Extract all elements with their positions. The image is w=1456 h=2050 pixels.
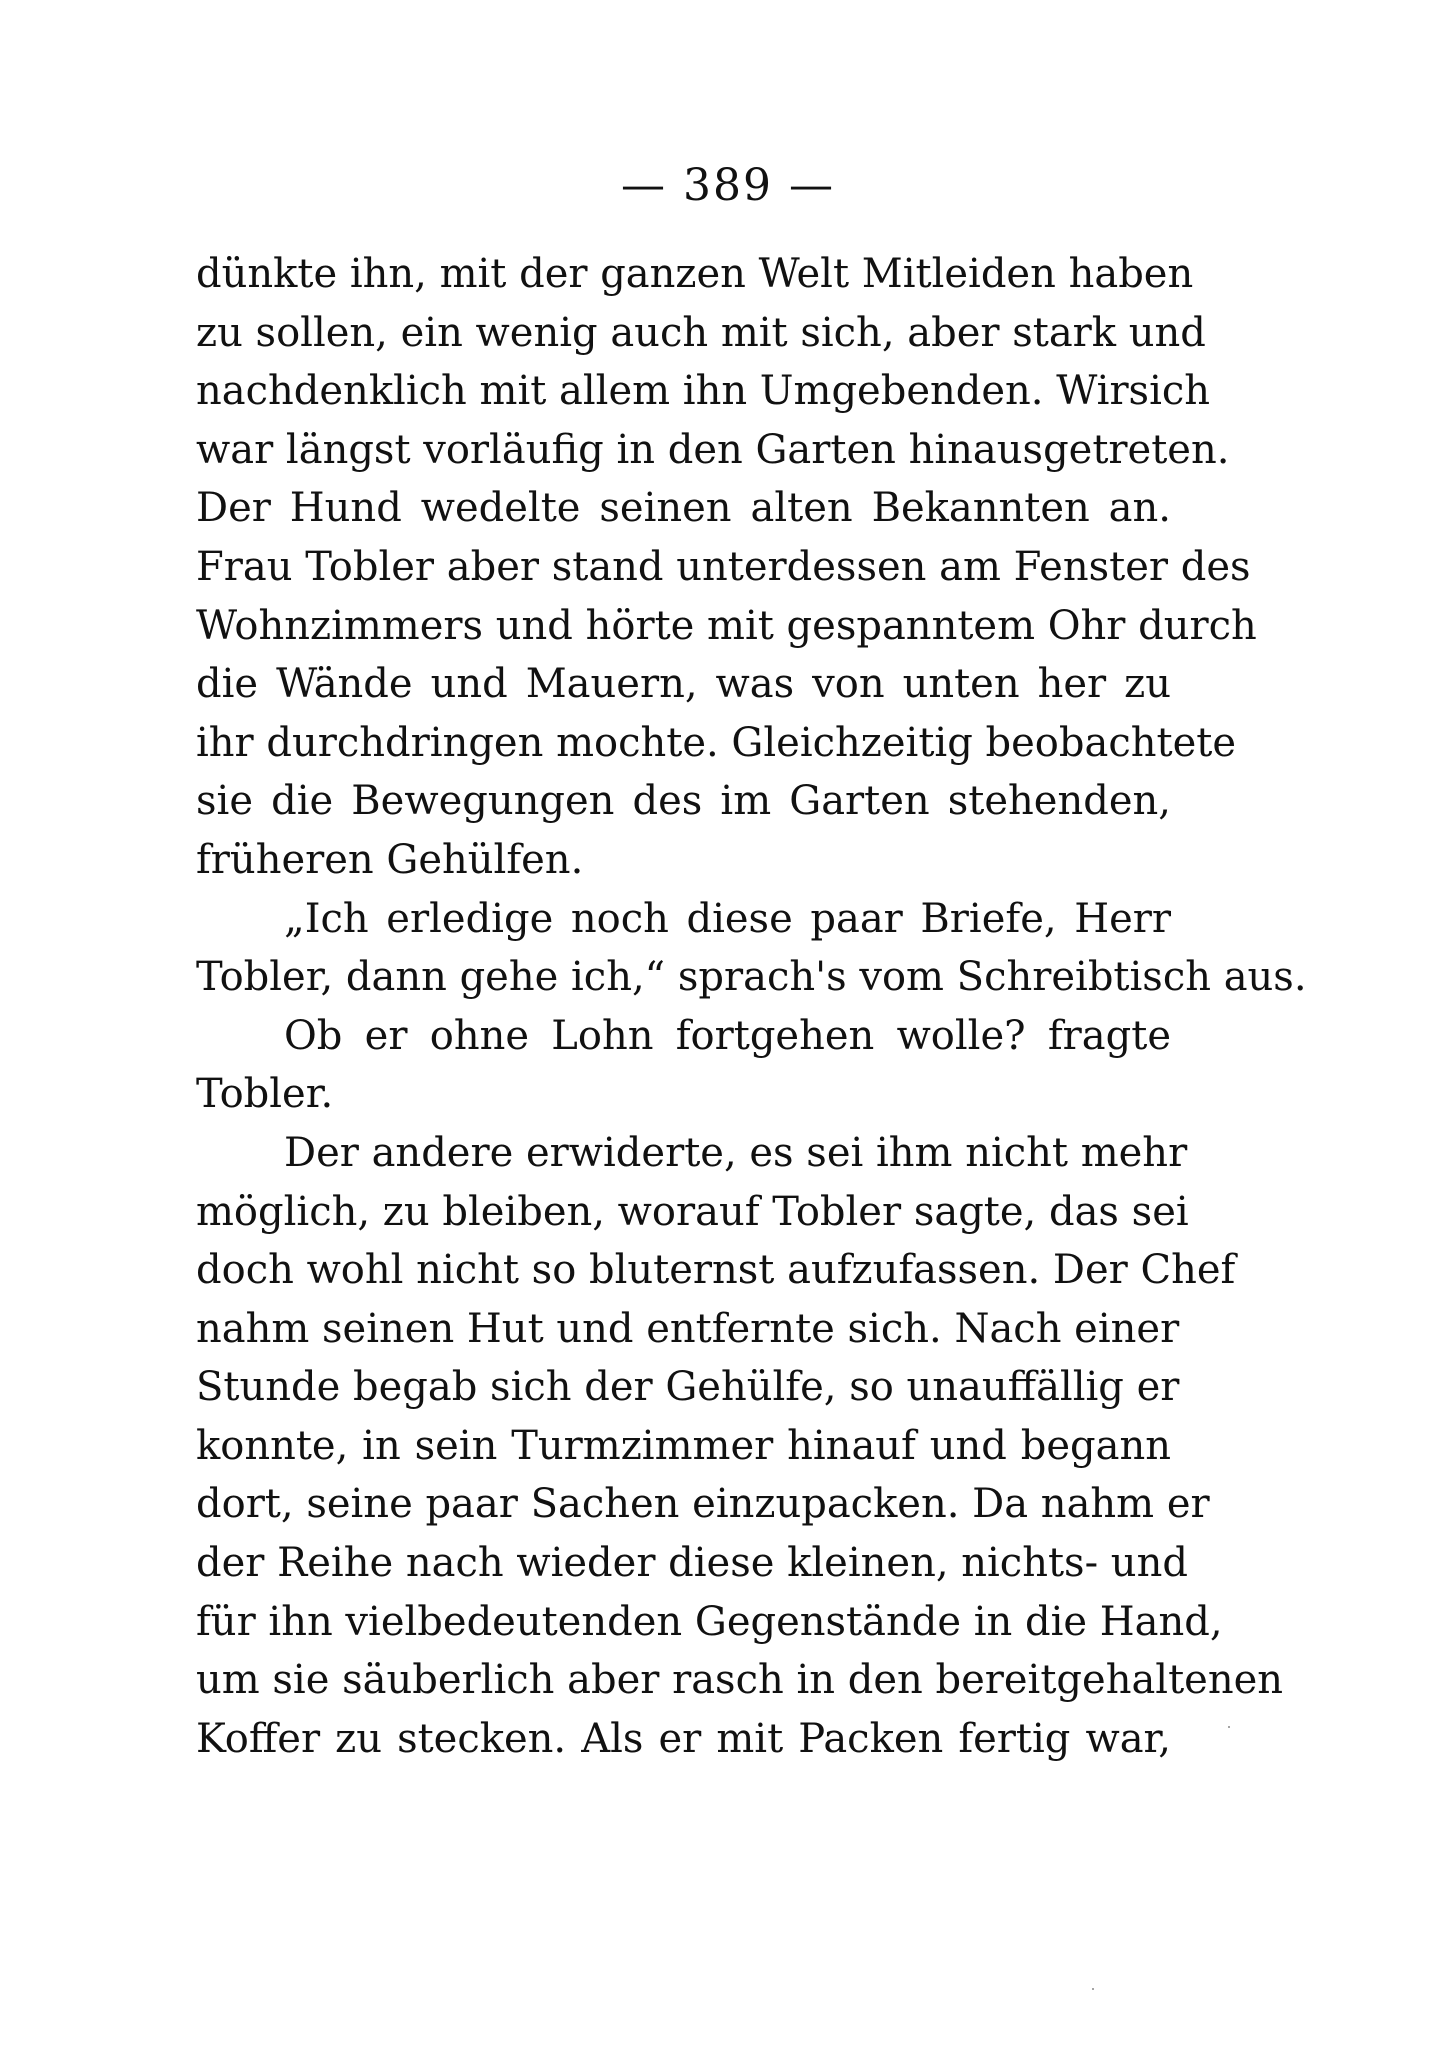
- text-line: dünkte ihn, mit der ganzen Welt Mitleiden haben: [196, 251, 1194, 297]
- text-line: sie die Bewegungen des im Garten stehenden,: [196, 778, 1171, 825]
- text-line: früheren Gehülfen.: [196, 836, 584, 883]
- text-line: dort, seine paar Sachen einzupacken. Da nahm er: [196, 1481, 1210, 1528]
- text-line: der Reihe nach wieder diese kleinen, nichts- und: [196, 1540, 1188, 1587]
- text-line: zu sollen, ein wenig auch mit sich, aber stark und: [196, 309, 1206, 356]
- text-line: „Ich erledige noch diese paar Briefe, Herr: [284, 895, 1171, 942]
- text-line: ihr durchdringen mochte. Gleichzeitig beobachtete: [196, 719, 1236, 766]
- text-line: Tobler.: [196, 1071, 334, 1118]
- body-text: [196, 245, 1307, 1768]
- text-line: möglich, zu bleiben, worauf Tobler sagte, das sei: [196, 1188, 1189, 1235]
- text-line: nahm seinen Hut und entfernte sich. Nach einer: [196, 1305, 1180, 1352]
- text-line: für ihn vielbedeutenden Gegenstände in die Hand,: [196, 1598, 1223, 1645]
- text-line: nachdenklich mit allem ihn Umgebenden. Wirsich: [196, 368, 1211, 415]
- text-line: Der Hund wedelte seinen alten Bekannten an.: [196, 485, 1171, 532]
- text-line: Tobler, dann gehe ich,“ sprach's vom Schreibtisch aus.: [196, 954, 1307, 1001]
- text-line: doch wohl nicht so bluternst aufzufassen. Der Chef: [196, 1247, 1236, 1294]
- text-line: Stunde begab sich der Gehülfe, so unauffällig er: [196, 1364, 1180, 1411]
- text-line: Ob er ohne Lohn fortgehen wolle? fragte: [284, 1012, 1171, 1059]
- text-line: Frau Tobler aber stand unterdessen am Fenster des: [196, 543, 1251, 590]
- text-line: Koffer zu stecken. Als er mit Packen fertig war,: [196, 1715, 1171, 1762]
- text-line: war längst vorläufig in den Garten hinausgetreten.: [196, 426, 1230, 473]
- text-line: um sie säuberlich aber rasch in den bereitgehaltenen: [196, 1657, 1284, 1704]
- paragraph: [196, 245, 1257, 890]
- paper-speck: [1092, 1988, 1094, 1990]
- text-line: Der andere erwiderte, es sei ihm nicht mehr: [284, 1129, 1188, 1176]
- text-line: Wohnzimmers und hörte mit gespanntem Ohr durch: [196, 602, 1257, 649]
- text-line: die Wände und Mauern, was von unten her zu: [196, 661, 1171, 708]
- paragraph: [196, 1124, 1284, 1769]
- paragraph: [196, 1007, 1171, 1124]
- paper-speck: [1228, 1726, 1230, 1728]
- page-number: — 389 —: [621, 160, 835, 211]
- paragraph: [196, 890, 1307, 1007]
- text-line: konnte, in sein Turmzimmer hinauf und begann: [196, 1422, 1171, 1469]
